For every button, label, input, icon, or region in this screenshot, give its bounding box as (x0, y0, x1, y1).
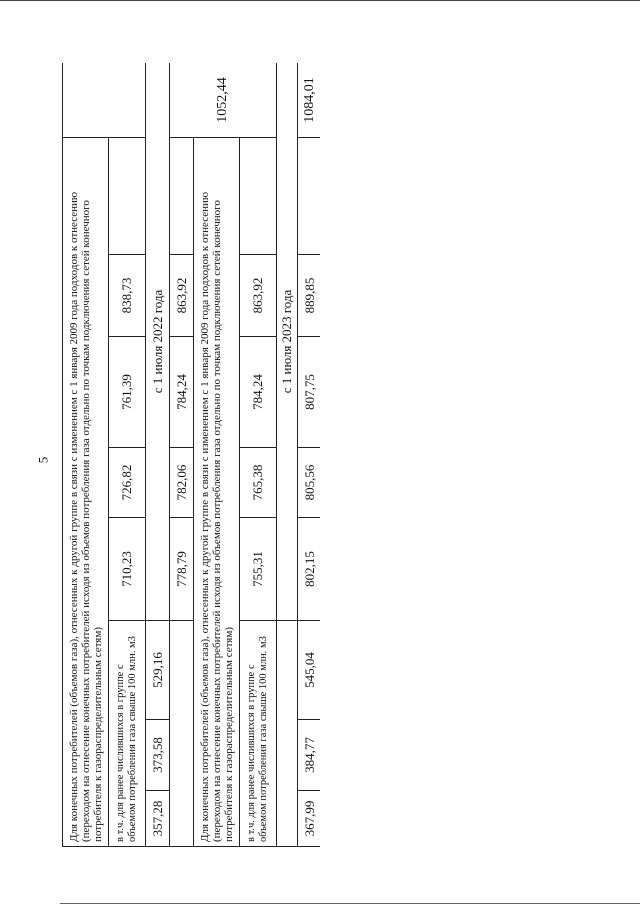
table-row (170, 63, 194, 847)
empty-cell (109, 137, 146, 254)
value-cell: 545,04 (298, 621, 321, 720)
empty-cell (298, 137, 321, 254)
value-cell: 838,73 (109, 255, 146, 337)
period-heading: с 1 июля 2023 года (277, 63, 298, 621)
group-description: Для конечных потребителей (объемов газа), отнесенных к другой группе в связи с изменением с 1 января 2009 года подходов к отнесению (переходом на отнесение конечных потребителей исходя из объемов потребления газа отдельно по точкам подключения сетей конечного потребителя к газораспределительным сетям) (194, 137, 240, 846)
period-heading: с 1 июля 2022 года (146, 63, 170, 621)
table-row (194, 63, 240, 847)
value-cell: 863,92 (240, 255, 277, 337)
scan-edge-top (0, 0, 640, 1)
value-cell: 726,82 (109, 448, 146, 518)
value-cell: 778,79 (170, 518, 194, 621)
rotated-table-frame (62, 63, 320, 847)
tariff-table (62, 63, 320, 847)
value-cell: 782,06 (170, 448, 194, 518)
empty-cell (170, 621, 194, 847)
table-row (109, 63, 146, 847)
table-row (240, 63, 277, 847)
table-row (277, 63, 298, 847)
page-number: 5 (35, 456, 51, 464)
value-cell: 863,92 (170, 255, 194, 337)
group-description: Для конечных потребителей (объемов газа), отнесенных к другой группе в связи с изменением с 1 января 2009 года подходов к отнесению (переходом на отнесение конечных потребителей исходя из объемов потребления газа отдельно по точкам подключения сетей конечного потребителя к газораспределительным сетям) (63, 137, 109, 846)
value-cell: 373,58 (146, 720, 170, 791)
scan-edge-bottom (60, 903, 640, 904)
table-row (146, 63, 170, 847)
total-value: 1084,01 (298, 63, 321, 137)
value-cell: 802,15 (298, 518, 321, 621)
subrow-label: в т.ч. для ранее числившихся в группе с объемом потребления газа свыше 100 млн. м3 (240, 621, 277, 847)
value-cell: 529,16 (146, 621, 170, 720)
value-cell: 889,85 (298, 255, 321, 337)
empty-cell (240, 137, 277, 254)
table-row (298, 63, 321, 847)
empty-cell (63, 63, 146, 137)
empty-cell (170, 137, 194, 254)
value-cell: 765,38 (240, 448, 277, 518)
value-cell: 761,39 (109, 337, 146, 448)
empty-cell (277, 621, 298, 847)
value-cell: 755,31 (240, 518, 277, 621)
rotated-table-content (62, 63, 320, 847)
value-cell: 805,56 (298, 448, 321, 518)
value-cell: 710,23 (109, 518, 146, 621)
value-cell: 784,24 (170, 337, 194, 448)
total-value: 1052,44 (170, 63, 277, 137)
value-cell: 367,99 (298, 791, 321, 847)
value-cell: 384,77 (298, 720, 321, 791)
value-cell: 357,28 (146, 791, 170, 847)
value-cell: 807,75 (298, 337, 321, 448)
subrow-label: в т.ч. для ранее числившихся в группе с объемом потребления газа свыше 100 млн. м3 (109, 621, 146, 847)
value-cell: 784,24 (240, 337, 277, 448)
table-row (63, 63, 109, 847)
